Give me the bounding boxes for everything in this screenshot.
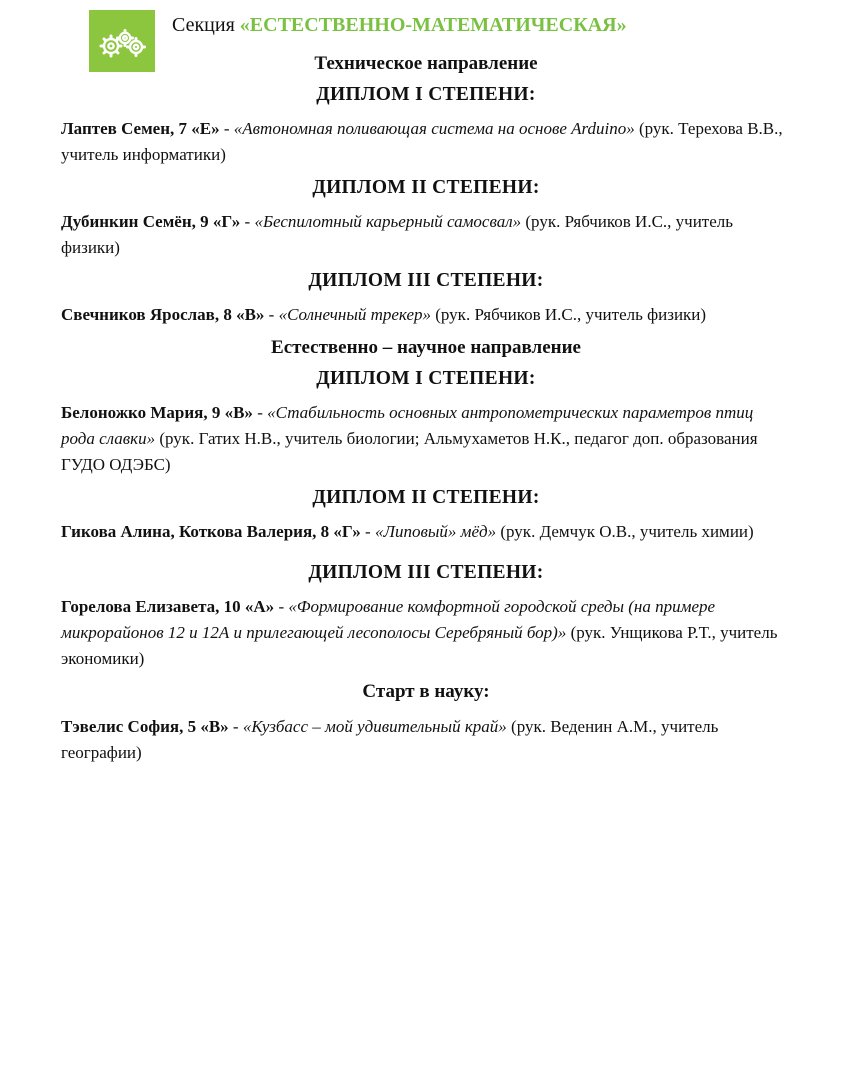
supervisor-info: (рук. Рябчиков И.С., учитель физики) (431, 305, 707, 324)
diploma-degree: ДИПЛОМ I СТЕПЕНИ: (316, 84, 536, 105)
direction-title: Естественно – научное направление (271, 337, 581, 358)
student-name: Тэвелис София, 5 «В» (61, 717, 229, 736)
project-title: «Беспилотный карьерный самосвал» (254, 212, 522, 231)
student-name: Лаптев Семен, 7 «Е» (61, 119, 220, 138)
project-title: «Липовый» мёд» (374, 522, 497, 541)
award-entry (61, 400, 791, 478)
award-entry (61, 209, 791, 261)
separator: - (264, 305, 279, 324)
separator: - (360, 522, 375, 541)
separator: - (240, 212, 255, 231)
supervisor-info: (рук. Терехова В.В., учитель информатики) (61, 119, 783, 164)
separator: - (274, 597, 289, 616)
diploma-degree: ДИПЛОМ III СТЕПЕНИ: (308, 270, 544, 291)
supervisor-info: (рук. Унщикова Р.Т., учитель экономики) (61, 623, 778, 668)
student-name: Свечников Ярослав, 8 «В» (61, 305, 265, 324)
diploma-degree: ДИПЛОМ II СТЕПЕНИ: (312, 487, 540, 508)
award-entry (61, 302, 791, 328)
supervisor-info: (рук. Рябчиков И.С., учитель физики) (61, 212, 734, 257)
separator: - (228, 717, 243, 736)
student-name: Дубинкин Семён, 9 «Г» (61, 212, 241, 231)
student-name: Гикова Алина, Коткова Валерия, 8 «Г» (61, 522, 361, 541)
awards-list (61, 50, 791, 772)
supervisor-info: (рук. Демчук О.В., учитель химии) (496, 522, 754, 541)
project-title: «Автономная поливающая система на основе Arduino» (233, 119, 635, 138)
diploma-degree: ДИПЛОМ II СТЕПЕНИ: (312, 177, 540, 198)
project-title: «Формирование комфортной городской среды (на примере микрорайонов 12 и 12А и прилегающей лесополосы Серебряный бор)» (61, 597, 716, 642)
student-name: Белоножко Мария, 9 «В» (61, 403, 253, 422)
section-prefix: Секция (172, 14, 235, 36)
award-entry (61, 714, 791, 766)
separator: - (252, 403, 268, 422)
award-entry (61, 594, 791, 672)
award-entry (61, 519, 791, 545)
student-name: Горелова Елизавета, 10 «А» (61, 597, 275, 616)
project-title: «Стабильность основных антропометрических параметров птиц рода славки» (61, 403, 754, 448)
supervisor-info: (рук. Веденин А.М., учитель географии) (61, 717, 719, 762)
diploma-degree: ДИПЛОМ I СТЕПЕНИ: (316, 368, 536, 389)
direction-title: Старт в науку: (362, 681, 490, 702)
supervisor-info: (рук. Гатих Н.В., учитель биологии; Альмухаметов Н.К., педагог доп. образования ГУДО ОДЭБС) (61, 429, 758, 474)
project-title: «Солнечный трекер» (278, 305, 431, 324)
direction-title: Техническое направление (314, 53, 538, 74)
separator: - (219, 119, 234, 138)
diploma-degree: ДИПЛОМ III СТЕПЕНИ: (308, 562, 544, 583)
section-name: «ЕСТЕСТВЕННО-МАТЕМАТИЧЕСКАЯ» (239, 14, 627, 36)
project-title: «Кузбасс – мой удивительный край» (242, 717, 507, 736)
section-heading (172, 14, 627, 37)
award-entry (61, 116, 791, 168)
